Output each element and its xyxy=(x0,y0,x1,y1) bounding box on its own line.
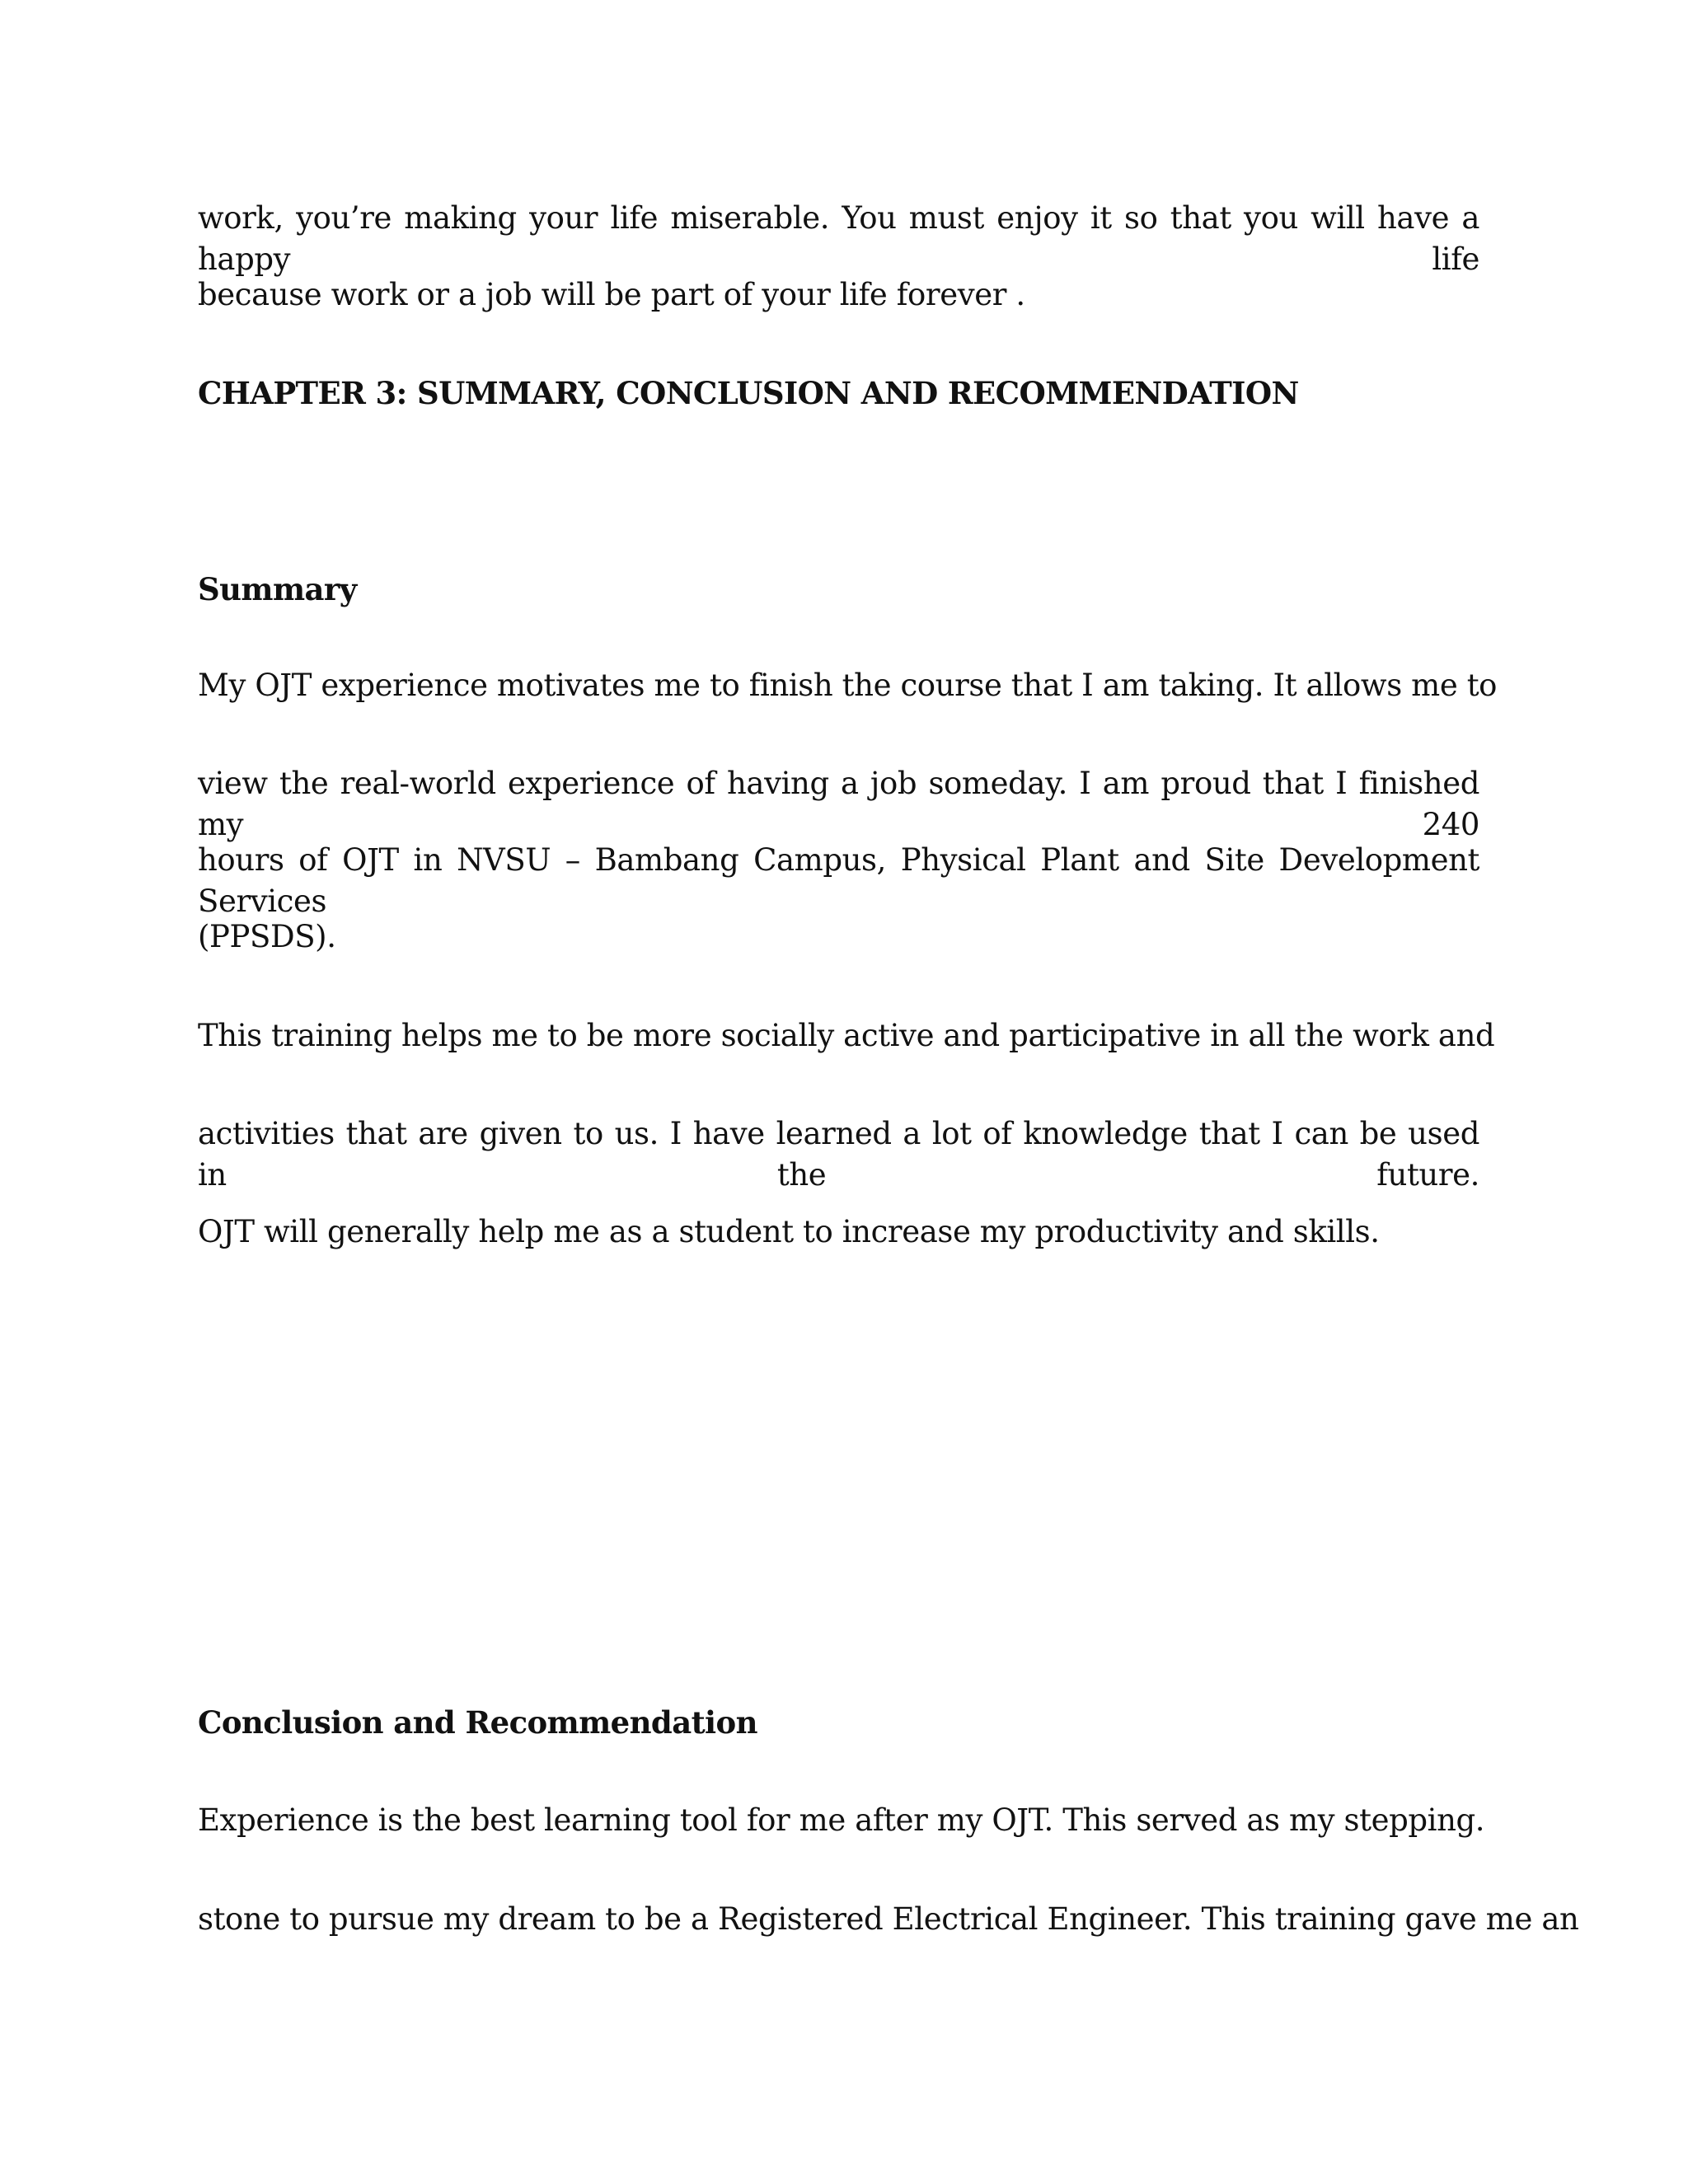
summary-line-2: view the real-world experience of having a job someday. I am proud that I finished my 240 xyxy=(198,766,1479,842)
summary-line-7: OJT will generally help me as a student to increase my productivity and skills. xyxy=(198,1214,1380,1249)
chapter-title: CHAPTER 3: SUMMARY, CONCLUSION AND RECOMMENDATION xyxy=(198,375,1299,411)
summary-line-4: (PPSDS). xyxy=(198,919,336,954)
summary-line-1: My OJT experience motivates me to finish the course that I am taking. It allows me to xyxy=(198,668,1498,703)
conclusion-heading: Conclusion and Recommendation xyxy=(198,1704,757,1741)
summary-line-5: This training helps me to be more socially active and participative in all the work and xyxy=(198,1018,1495,1053)
summary-line-6: activities that are given to us. I have learned a lot of knowledge that I can be used in the future. xyxy=(198,1116,1479,1193)
conclusion-line-2: stone to pursue my dream to be a Registered Electrical Engineer. This training gave me an xyxy=(198,1901,1579,1937)
intro-line-1: work, you’re making your life miserable. You must enjoy it so that you will have a happy life xyxy=(198,200,1479,277)
intro-line-2: because work or a job will be part of your life forever . xyxy=(198,277,1025,312)
conclusion-line-1: Experience is the best learning tool for me after my OJT. This served as my stepping. xyxy=(198,1802,1485,1838)
summary-line-3: hours of OJT in NVSU – Bambang Campus, Physical Plant and Site Development Services xyxy=(198,842,1479,919)
summary-heading: Summary xyxy=(198,571,357,607)
